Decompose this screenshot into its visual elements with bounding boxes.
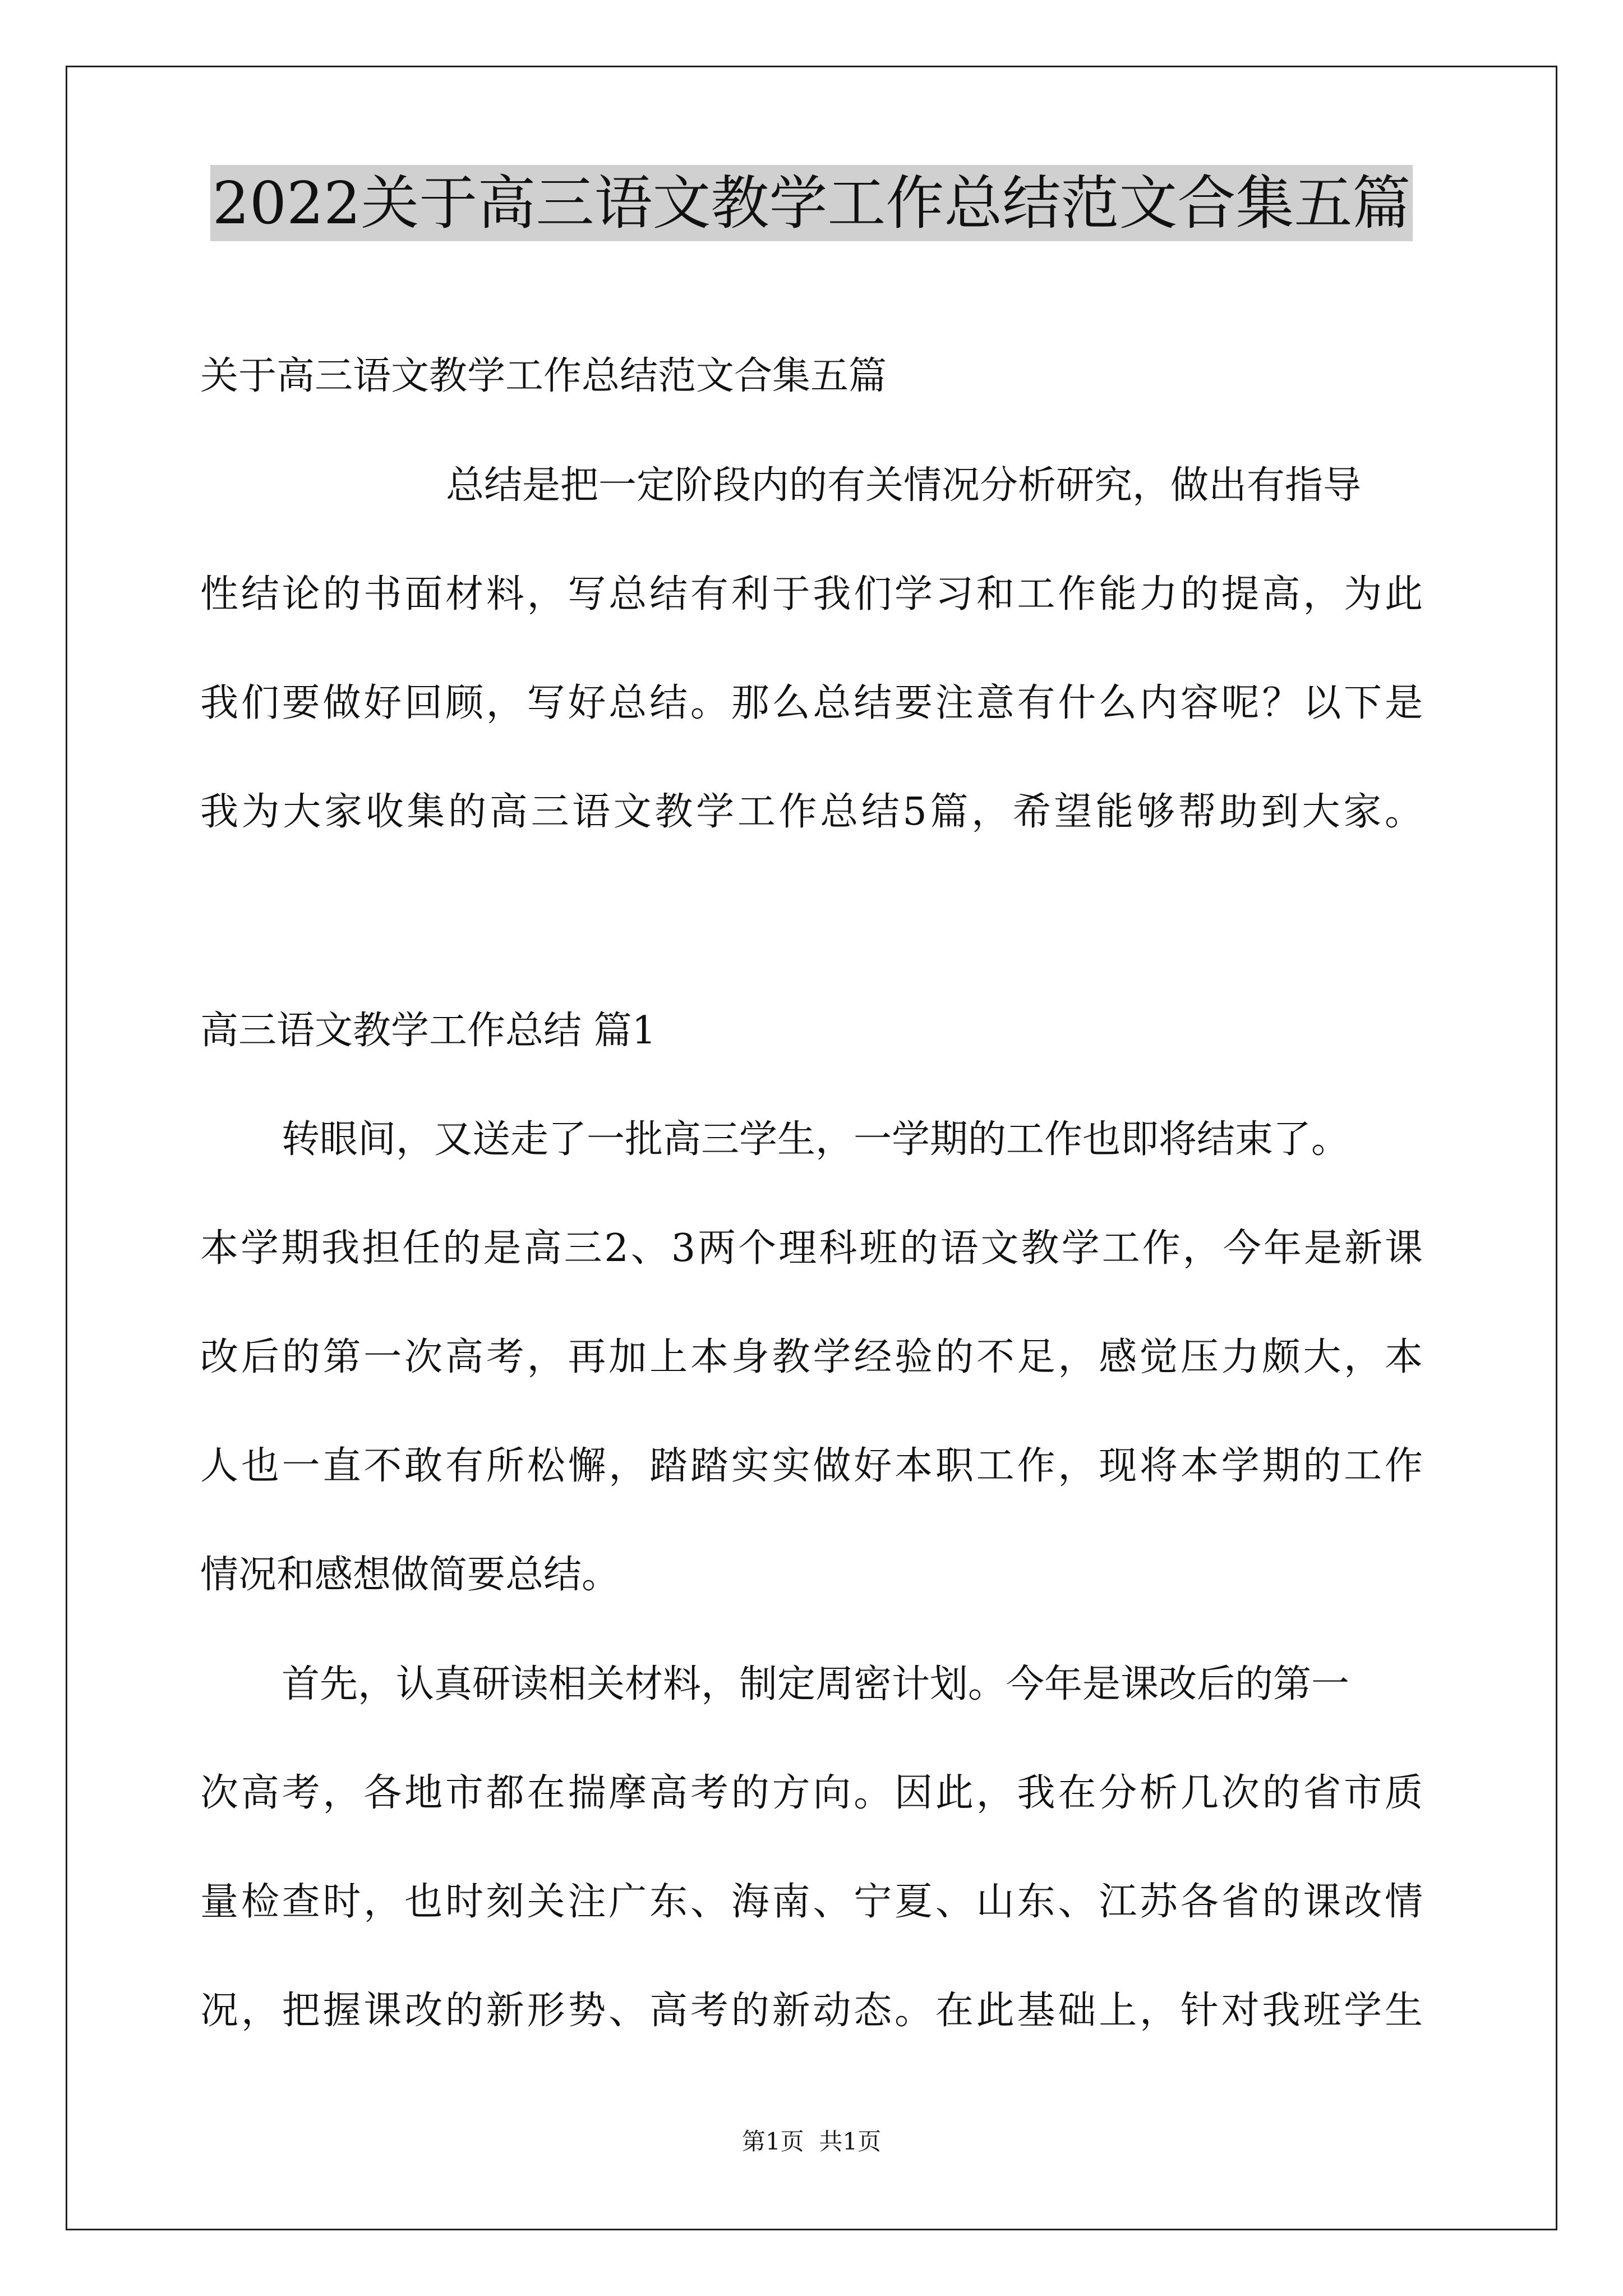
document-title-text: 2022关于高三语文教学工作总结范文合集五篇	[210, 165, 1413, 241]
paragraph-line: 首先，认真研读相关材料，制定周密计划。今年是课改后的第一	[282, 1662, 1350, 1706]
paragraph-line: 人也一直不敢有所松懈，踏踏实实做好本职工作，现将本学期的工作	[200, 1444, 1423, 1488]
paragraph-line: 改后的第一次高考，再加上本身教学经验的不足，感觉压力颇大，本	[200, 1335, 1423, 1379]
intro-line: 性结论的书面材料，写总结有利于我们学习和工作能力的提高，为此	[200, 572, 1423, 616]
paragraph-line: 量检查时，也时刻关注广东、海南、宁夏、山东、江苏各省的课改情	[200, 1880, 1423, 1924]
paragraph-line: 况，把握课改的新形势、高考的新动态。在此基础上，针对我班学生	[200, 1989, 1423, 2033]
page-footer	[0, 2128, 1623, 2156]
intro-line: 我为大家收集的高三语文教学工作总结5篇，希望能够帮助到大家。	[200, 790, 1423, 834]
intro-line: 总结是把一定阶段内的有关情况分析研究，做出有指导	[446, 463, 1362, 508]
section-heading: 高三语文教学工作总结 篇1	[200, 1009, 656, 1053]
document-subtitle: 关于高三语文教学工作总结范文合集五篇	[200, 354, 887, 398]
paragraph-line: 本学期我担任的是高三2、3两个理科班的语文教学工作，今年是新课	[200, 1226, 1423, 1271]
paragraph-line: 转眼间，又送走了一批高三学生，一学期的工作也即将结束了。	[282, 1117, 1350, 1162]
page-number: 第1页 共1页	[741, 2128, 882, 2155]
intro-line: 我们要做好回顾，写好总结。那么总结要注意有什么内容呢？以下是	[200, 681, 1423, 725]
paragraph-line: 情况和感想做简要总结。	[200, 1553, 620, 1597]
paragraph-line: 次高考，各地市都在揣摩高考的方向。因此，我在分析几次的省市质	[200, 1771, 1423, 1815]
